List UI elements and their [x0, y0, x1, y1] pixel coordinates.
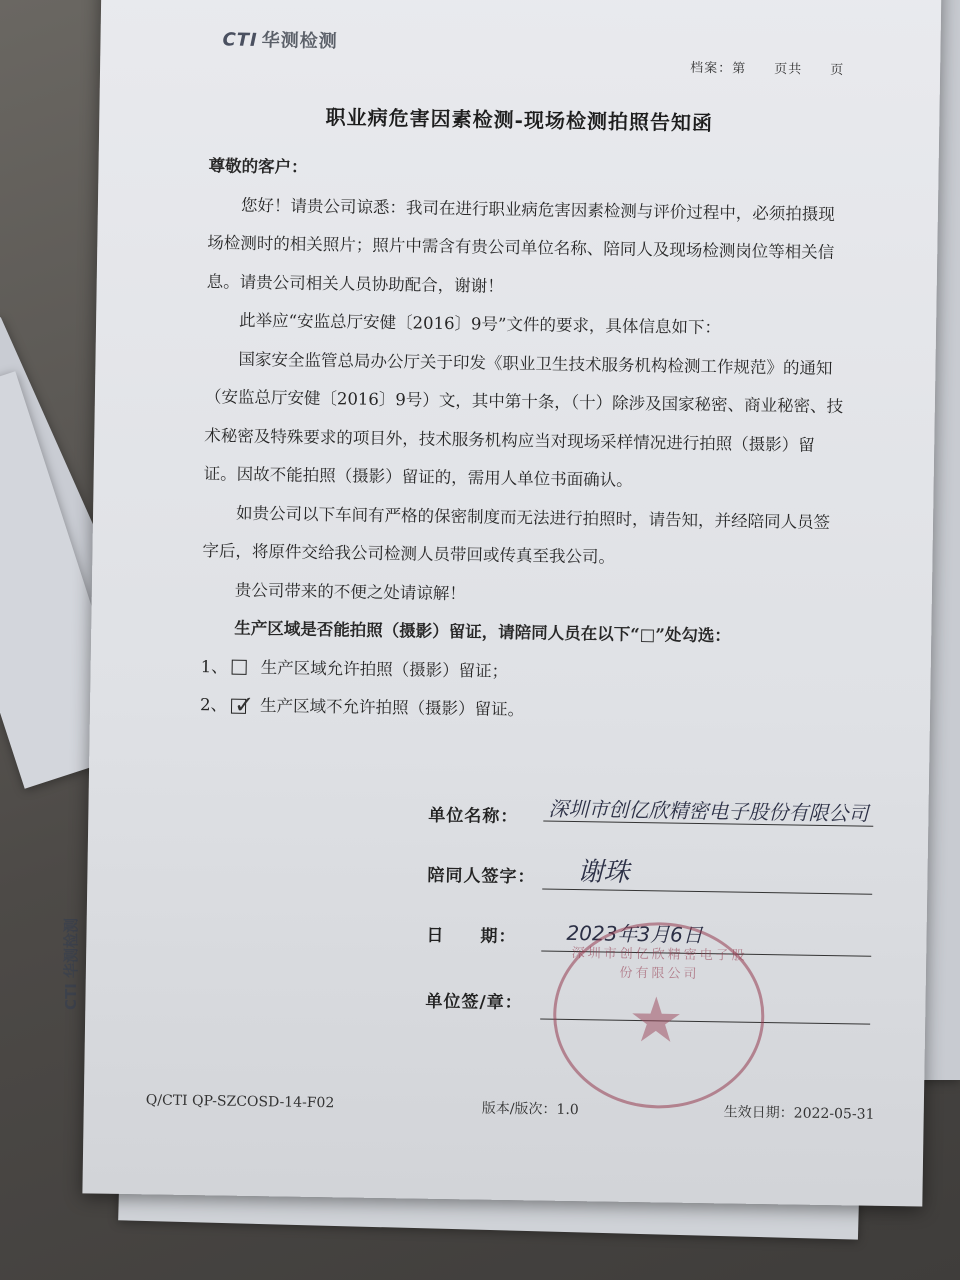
paragraph-2: 此举应“安监总厅安健〔2016〕9号”文件的要求，具体信息如下： — [238, 310, 722, 338]
footer-document-code: Q/CTI QP-SZCOSD-14-F02 — [145, 1092, 335, 1112]
archive-page-info: 档案：第 页共 页 — [690, 60, 845, 79]
document-page — [82, 0, 941, 1207]
logo-mark: CTI — [222, 29, 258, 51]
company-name-handwritten: 深圳市创亿欣精密电子股份有限公司 — [548, 796, 869, 826]
question-text: 生产区域是否能拍照（摄影）留证，请陪同人员在以下“□”处勾选： — [234, 618, 731, 646]
document-title: 职业病危害因素检测-现场检测拍照告知函 — [325, 105, 714, 136]
escort-signature-label: 陪同人签字： — [427, 865, 536, 888]
date-handwritten: 2023年3月6日 — [566, 920, 704, 948]
footer-effective-date: 生效日期：2022-05-31 — [723, 1104, 875, 1123]
escort-signature-line — [542, 889, 872, 895]
option-1-label: 生产区域允许拍照（摄影）留证； — [260, 657, 509, 681]
check-mark-icon: ✓ — [233, 690, 255, 719]
greeting: 尊敬的客户： — [208, 156, 308, 177]
seal-label: 单位签/章： — [425, 991, 523, 1014]
option-1-number: 1、 — [200, 656, 228, 677]
stamp-star-icon: ★ — [627, 982, 685, 1057]
paragraph-3: 国家安全监管总局办公厅关于印发《职业卫生技术服务机构检测工作规范》的通知（安监总厅安健〔2016〕9号）文，其中第十条，（十）除涉及国家秘密、商业秘密、技术秘密及特殊要求的项目外，技术服务机构应当对现场采样情况进行拍照（摄影）留证。因故不能拍照（摄影）留证的，需用人单位书面确认。 — [203, 349, 844, 490]
paragraph-1: 您好！请贵公司谅悉：我司在进行职业病危害因素检测与评价过程中，必须拍摄现场检测时的相关照片；照片中需含有贵公司单位名称、陪同人及现场检测岗位等相关信息。请贵公司相关人员协助配合，谢谢！ — [206, 195, 836, 296]
escort-signature-handwritten: 谢珠 — [577, 857, 630, 888]
paragraph-4: 如贵公司以下车间有严格的保密制度而无法进行拍照时，请告知，并经陪同人员签字后，将原件交给我公司检测人员带回或传真至我公司。 — [202, 503, 831, 567]
company-seal-stamp — [552, 921, 766, 1110]
stamp-text: 深圳市创亿欣精密电子股份有限公司 — [571, 945, 748, 982]
footer-version: 版本/版次：1.0 — [481, 1100, 579, 1119]
paragraph-5: 贵公司带来的不便之处请谅解！ — [234, 580, 467, 603]
date-label: 日 期： — [426, 925, 517, 948]
option-2-label: 生产区域不允许拍照（摄影）留证。 — [259, 696, 525, 720]
document-body — [200, 147, 849, 734]
company-logo — [222, 25, 338, 53]
option-1-checkbox[interactable] — [232, 660, 247, 675]
left-edge-logo: CTI 华测检测 — [62, 917, 80, 1010]
option-2-checkbox[interactable] — [231, 690, 255, 719]
logo-text: 华测检测 — [261, 30, 338, 53]
option-2-number: 2、 — [199, 695, 228, 715]
company-name-label: 单位名称： — [428, 805, 519, 828]
